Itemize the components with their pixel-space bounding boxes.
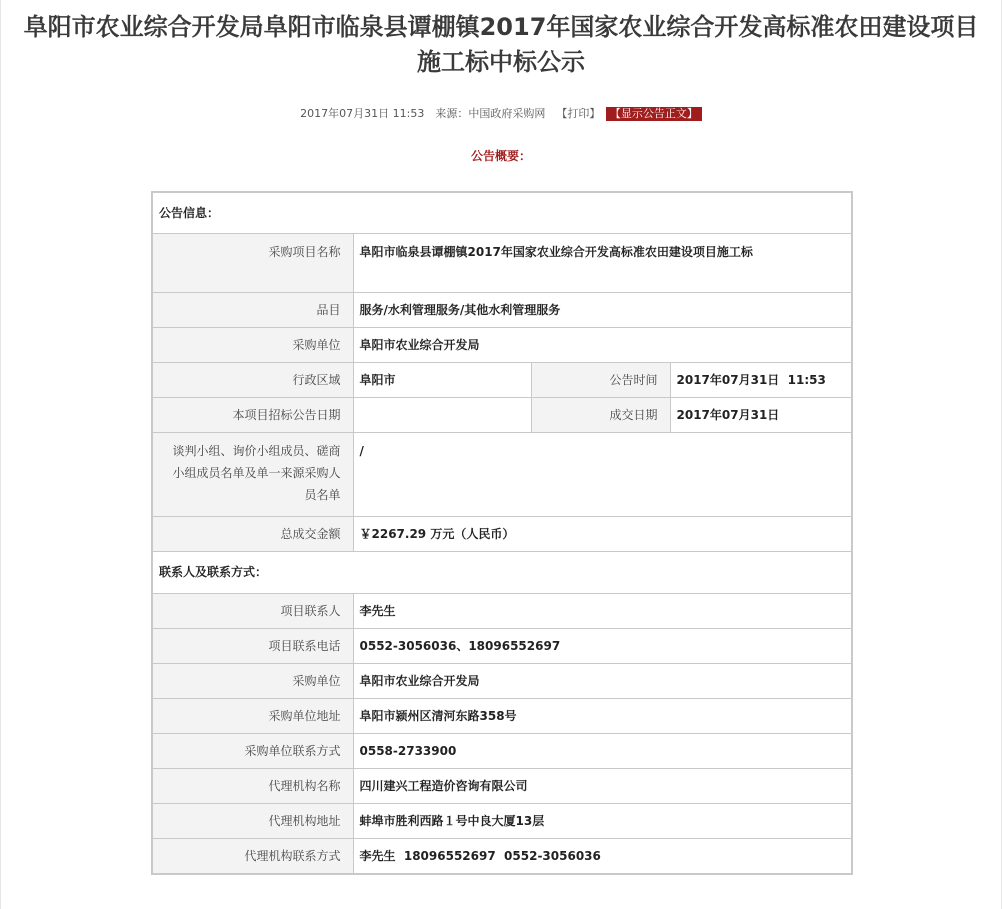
project-name-value: 阜阳市临泉县谭棚镇2017年国家农业综合开发高标准农田建设项目施工标 bbox=[353, 234, 852, 293]
deal-date-label: 成交日期 bbox=[531, 398, 670, 433]
agency-name-label: 代理机构名称 bbox=[152, 769, 353, 804]
deal-date-value: 2017年07月31日 bbox=[670, 398, 852, 433]
announce-time-value: 2017年07月31日 11:53 bbox=[670, 363, 852, 398]
bid-notice-date-value bbox=[353, 398, 531, 433]
agency-contact-value: 李先生 18096552697 0552-3056036 bbox=[353, 839, 852, 875]
purchaser-address-value: 阜阳市颍州区清河东路358号 bbox=[353, 699, 852, 734]
project-contact-label: 项目联系人 bbox=[152, 594, 353, 629]
contact-purchaser-label: 采购单位 bbox=[152, 664, 353, 699]
source-label: 来源： bbox=[435, 107, 469, 120]
page-edge-left bbox=[0, 0, 1, 909]
notice-table bbox=[151, 191, 853, 875]
region-label: 行政区域 bbox=[152, 363, 353, 398]
publish-datetime: 2017年07月31日 11:53 bbox=[300, 107, 425, 120]
project-contact-value: 李先生 bbox=[353, 594, 852, 629]
summary-heading: 公告概要： bbox=[470, 149, 531, 163]
purchaser-label: 采购单位 bbox=[152, 328, 353, 363]
total-amount-value: ￥2267.29 万元（人民币） bbox=[353, 517, 852, 552]
category-label: 品目 bbox=[152, 293, 353, 328]
show-notice-button[interactable]: 【显示公告正文】 bbox=[606, 107, 702, 121]
project-name-label: 采购项目名称 bbox=[152, 234, 353, 293]
project-phone-value: 0552-3056036、18096552697 bbox=[353, 629, 852, 664]
agency-contact-label: 代理机构联系方式 bbox=[152, 839, 353, 875]
purchaser-value: 阜阳市农业综合开发局 bbox=[353, 328, 852, 363]
total-amount-label: 总成交金额 bbox=[152, 517, 353, 552]
purchaser-contact-value: 0558-2733900 bbox=[353, 734, 852, 769]
print-link[interactable]: 【打印】 bbox=[556, 107, 601, 120]
agency-name-value: 四川建兴工程造价咨询有限公司 bbox=[353, 769, 852, 804]
category-value: 服务/水利管理服务/其他水利管理服务 bbox=[353, 293, 852, 328]
members-value: / bbox=[353, 433, 852, 517]
members-label: 谈判小组、询价小组成员、磋商小组成员名单及单一来源采购人员名单 bbox=[152, 433, 353, 517]
source-name: 中国政府采购网 bbox=[468, 107, 546, 120]
agency-address-label: 代理机构地址 bbox=[152, 804, 353, 839]
section-contact-heading: 联系人及联系方式： bbox=[152, 552, 852, 594]
contact-purchaser-value: 阜阳市农业综合开发局 bbox=[353, 664, 852, 699]
project-phone-label: 项目联系电话 bbox=[152, 629, 353, 664]
agency-address-value: 蚌埠市胜利西路１号中良大厦13层 bbox=[353, 804, 852, 839]
announce-time-label: 公告时间 bbox=[531, 363, 670, 398]
bid-notice-date-label: 本项目招标公告日期 bbox=[152, 398, 353, 433]
meta-line bbox=[0, 106, 1002, 122]
purchaser-contact-label: 采购单位联系方式 bbox=[152, 734, 353, 769]
region-value: 阜阳市 bbox=[353, 363, 531, 398]
purchaser-address-label: 采购单位地址 bbox=[152, 699, 353, 734]
section-info-heading: 公告信息： bbox=[152, 192, 852, 234]
page-title: 阜阳市农业综合开发局阜阳市临泉县谭棚镇2017年国家农业综合开发高标准农田建设项目施工标中标公示 bbox=[23, 13, 979, 76]
